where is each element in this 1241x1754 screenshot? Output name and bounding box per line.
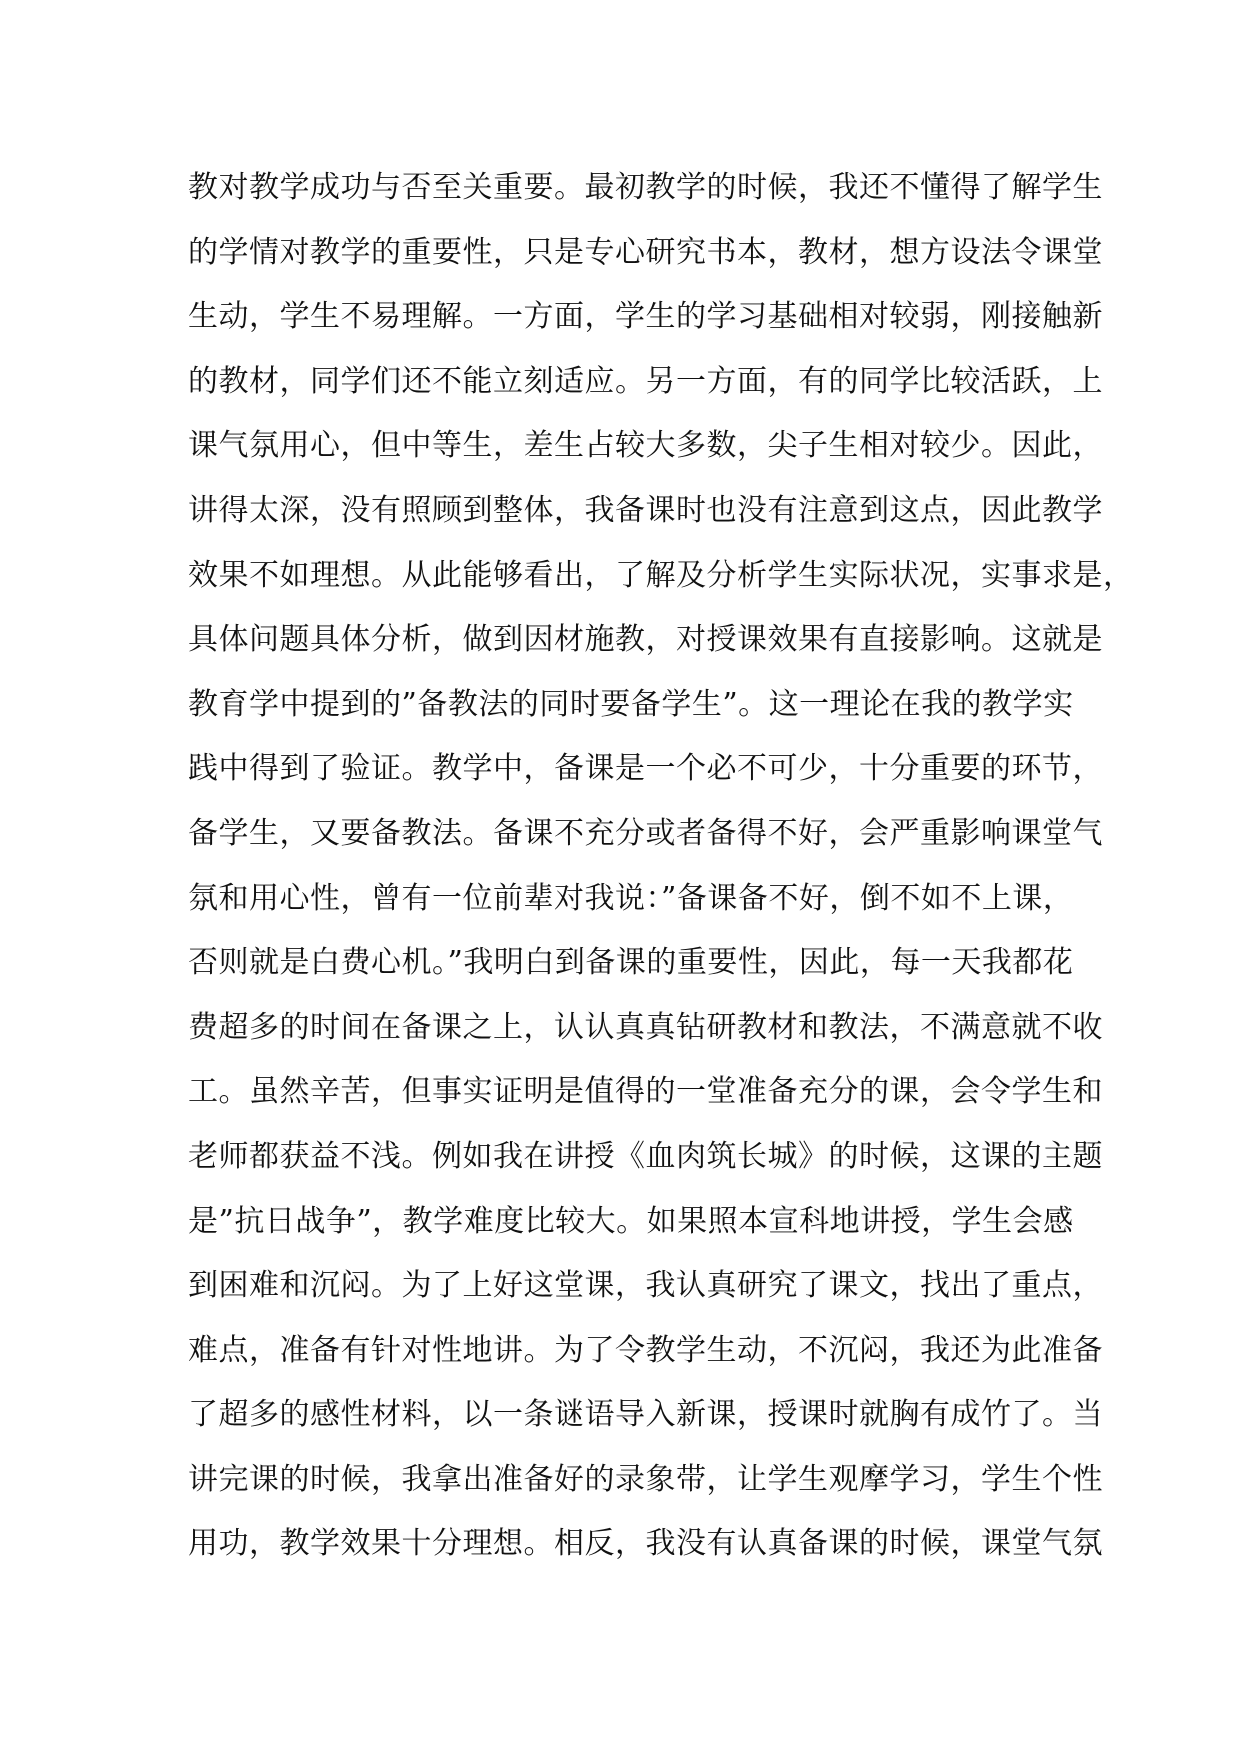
text-line: 了超多的感性材料，以一条谜语导入新课，授课时就胸有成竹了。当 xyxy=(188,1397,1103,1433)
text-line: 具体问题具体分析，做到因材施教，对授课效果有直接影响。这就是 xyxy=(188,622,1103,658)
text-line: 备学生，又要备教法。备课不充分或者备得不好，会严重影响课堂气 xyxy=(188,815,1103,851)
text-line: 否则就是白费心机。”我明白到备课的重要性，因此，每一天我都花 xyxy=(188,945,1074,981)
body-text xyxy=(188,156,1134,1577)
text-line: 效果不如理想。从此能够看出，了解及分析学生实际状况，实事求是， xyxy=(188,557,1134,593)
text-line: 到困难和沉闷。为了上好这堂课，我认真研究了课文，找出了重点， xyxy=(188,1268,1103,1304)
text-line: 教育学中提到的”备教法的同时要备学生”。这一理论在我的教学实 xyxy=(188,686,1074,722)
text-line: 生动，学生不易理解。一方面，学生的学习基础相对较弱，刚接触新 xyxy=(188,299,1103,335)
text-line: 践中得到了验证。教学中，备课是一个必不可少，十分重要的环节， xyxy=(188,751,1103,787)
text-line: 老师都获益不浅。例如我在讲授《血肉筑长城》的时候，这课的主题 xyxy=(188,1138,1103,1174)
text-line: 氛和用心性，曾有一位前辈对我说：”备课备不好，倒不如不上课， xyxy=(188,880,1074,916)
text-line: 费超多的时间在备课之上，认认真真钻研教材和教法，不满意就不收 xyxy=(188,1009,1103,1045)
text-line: 讲得太深，没有照顾到整体，我备课时也没有注意到这点，因此教学 xyxy=(188,492,1103,528)
text-line: 的教材，同学们还不能立刻适应。另一方面，有的同学比较活跃，上 xyxy=(188,363,1103,399)
text-line: 工。虽然辛苦，但事实证明是值得的一堂准备充分的课，会令学生和 xyxy=(188,1074,1103,1110)
text-line: 用功，教学效果十分理想。相反，我没有认真备课的时候，课堂气氛 xyxy=(188,1526,1103,1562)
text-line: 讲完课的时候，我拿出准备好的录象带，让学生观摩学习，学生个性 xyxy=(188,1461,1103,1497)
text-line: 课气氛用心，但中等生，差生占较大多数，尖子生相对较少。因此， xyxy=(188,428,1103,464)
text-line: 教对教学成功与否至关重要。最初教学的时候，我还不懂得了解学生 xyxy=(188,170,1103,205)
text-line: 的学情对教学的重要性，只是专心研究书本，教材，想方设法令课堂 xyxy=(188,234,1103,270)
text-line: 是”抗日战争”，教学难度比较大。如果照本宣科地讲授，学生会感 xyxy=(188,1203,1074,1239)
text-line: 难点，准备有针对性地讲。为了令教学生动，不沉闷，我还为此准备 xyxy=(188,1332,1103,1368)
